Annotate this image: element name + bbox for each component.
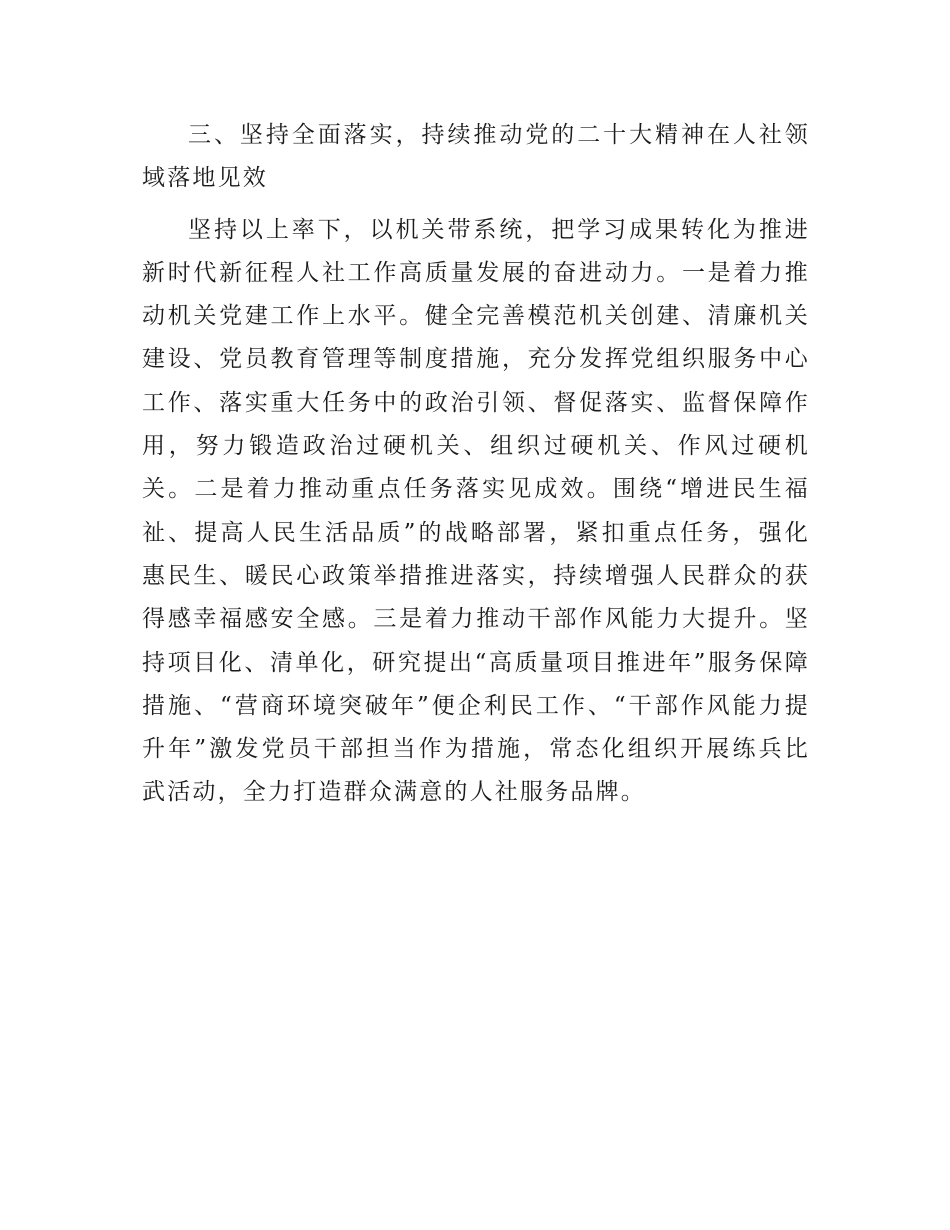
- document-content: [142, 114, 810, 815]
- section-heading: 三、坚持全面落实，持续推动党的二十大精神在人社领域落地见效: [142, 122, 810, 192]
- body-paragraph: 坚持以上率下，以机关带系统，把学习成果转化为推进新时代新征程人社工作高质量发展的奋进动力。一是着力推动机关党建工作上水平。健全完善模范机关创建、清廉机关建设、党员教育管理等制度措施，充分发挥党组织服务中心工作、落实重大任务中的政治引领、督促落实、监督保障作用，努力锻造政治过硬机关、组织过硬机关、作风过硬机关。二是着力推动重点任务落实见成效。围绕“增进民生福祉、提高人民生活品质”的战略部署，紧扣重点任务，强化惠民生、暖民心政策举措推进落实，持续增强人民群众的获得感幸福感安全感。三是着力推动干部作风能力大提升。坚持项目化、清单化，研究提出“高质量项目推进年”服务保障措施、“营商环境突破年”便企利民工作、“干部作风能力提升年”激发党员干部担当作为措施，常态化组织开展练兵比武活动，全力打造群众满意的人社服务品牌。: [142, 216, 810, 806]
